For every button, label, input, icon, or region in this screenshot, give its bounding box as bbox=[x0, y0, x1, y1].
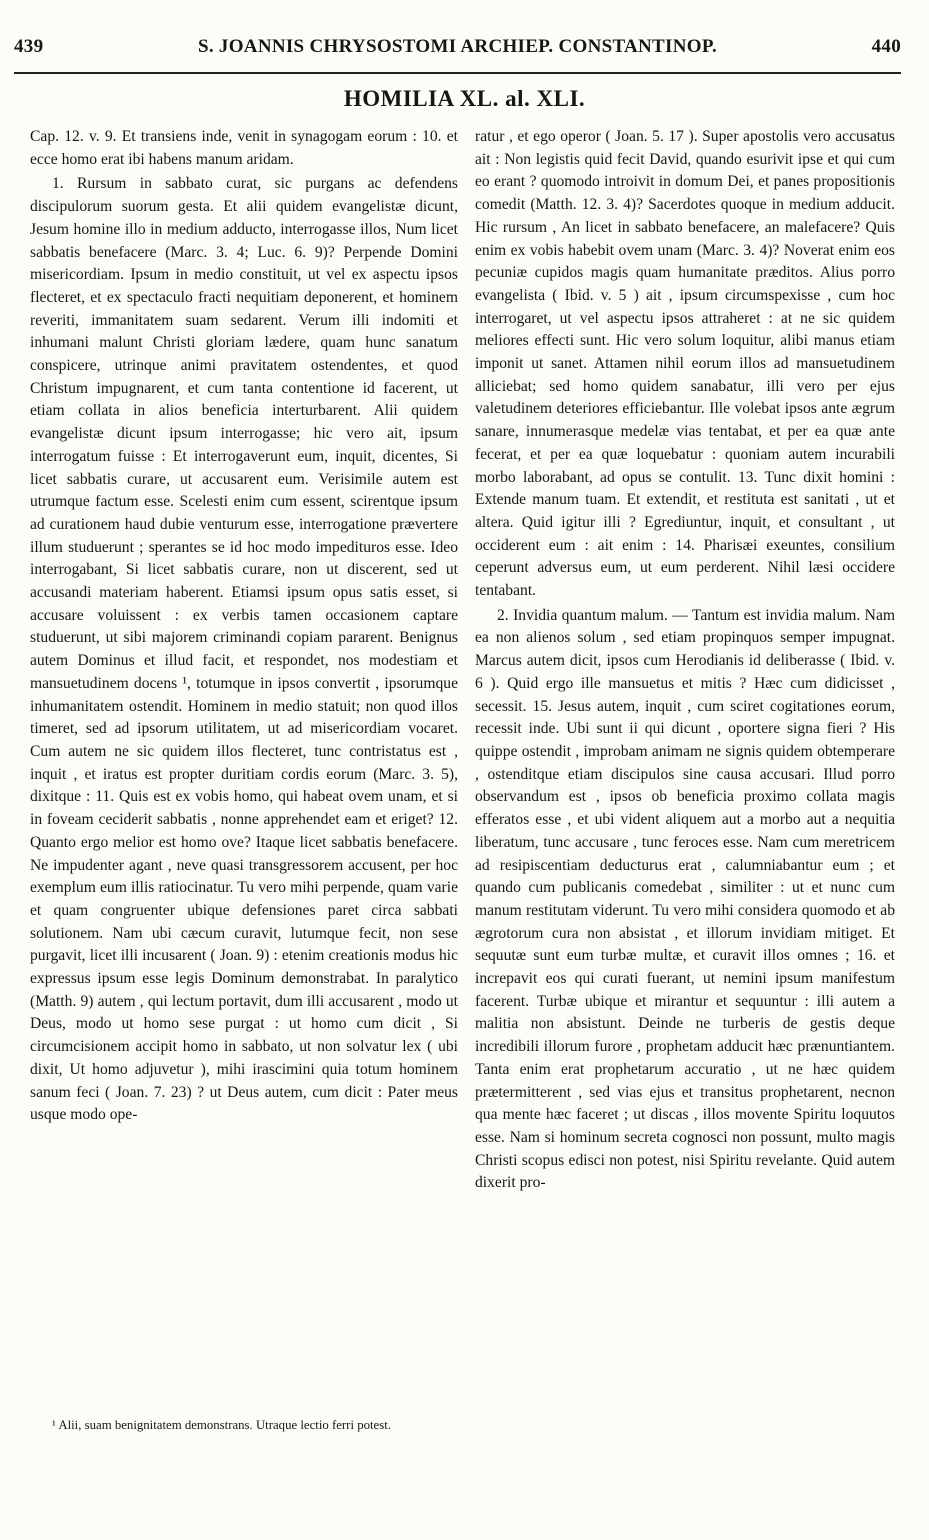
page-number-left: 439 bbox=[14, 36, 44, 57]
header-rule bbox=[14, 72, 901, 74]
paragraph-continuation: ratur , et ego operor ( Joan. 5. 17 ). Super apostolis vero accusatus ait : Non legistis quid fecit David, quando esurivit ipse et qui cum eo erant ? quomodo introivit in domum Dei, et panes propositionis comedit (Matth. 12. 3. 4)? Sacerdotes quoque in medium adducit. Hic rursum , An licet in sabbato benefacere, an malefacere? Quis enim ex vobis habebit ovem unam (Marc. 3. 4)? Noverat enim eos pecuniæ cupidos magis quam humanitate præditos. Alius porro evangelista ( Ibid. v. 5 ) ait , ipsum circumspexisse , cum hoc interrogaret, ut vel aspectu ipsos attraheret : at ne sic quidem meliores effecti sunt. Hic vero solum loquitur, alibi manus etiam imponit ut sanet. Attamen nihil eorum illos ad mansuetudinem alliciebat; sed homo quidem sanabatur, illi vero per ejus valetudinem deteriores efficiebantur. Ille volebat ipsos ante ægrum sanare, innumerasque medelæ vias tentabat, et per ea quæ ante fecerat, et per ea quæ loquebatur : quoniam autem incurabili morbo laborabant, ad opus se contulit. 13. Tunc dixit homini : Extende manum tuam. Et extendit, et restituta est sanitati , ut et altera. Quid igitur illi ? Egrediuntur, inquit, et consultant , ut occiderent eum : ait enim : 14. Pharisæi exeuntes, consilium ceperunt adversus eum, ut eum perderent. Nihil læsi occidere tentabant. bbox=[475, 128, 895, 600]
paragraph-2: 2. Invidia quantum malum. — Tantum est invidia malum. Nam ea non alienos solum , sed etiam propinquos semper impugnat. Marcus autem dicit, ipsos cum Herodianis id deliberasse ( Ibid. v. 6 ). Quid ergo ille mansuetus et mitis ? Hæc cum didicisset , secessit. 15. Jesus autem, inquit , cum sciret cogitationes eorum, recessit inde. Ubi sunt ii qui dicunt , oportere signa fieri ? His quippe ostendit , improbam animam ne signis quidem obtemperare , ostenditque etiam discipulos sine causa accusari. Illud porro observandum est , ipsos ob beneficia proximo collata magis efferatos esse , et ubi vident aliquem aut a morbo aut a nequitia liberatum, tunc accusare , tunc feroces esse. Nam cum meretricem ad resipiscentiam deducturus erat , calumniabantur eum ; et quando cum publicanis comedebat , similiter : ut et nunc cum manum restitutam viderunt. Tu vero mihi considera quomodo et ab ægrotorum cura non absistat , et illorum invidiam mitiget. Et sequutæ sunt eum turbæ multæ, et curavit illos omnes ; 16. et increpavit eos qui curati fuerant, ut nemini ipsum manifestum facerent. Turbæ ubique et mirantur et sequuntur : illi autem a malitia non absistunt. Deinde ne turberis de gestis deque incredibili illorum furore , prophetam adducit hæc prænuntiantem. Tanta enim erat prophetarum accuratio , ut ne hæc quidem prætermitterent , sed vias ejus et transitus prophetarent, necnon qua mente hæc faceret ; ut discas , illos movente Spiritu loquutos esse. Nam si hominum secreta cognosci non possunt, multo magis Christi scopus edisci non potest, nisi Spiritu revelante. Quid autem dixerit pro- bbox=[475, 606, 895, 1192]
running-title: S. JOANNIS CHRYSOSTOMI ARCHIEP. CONSTANTINOP. bbox=[197, 36, 718, 57]
running-head bbox=[14, 36, 901, 62]
paragraph-1: 1. Rursum in sabbato curat, sic purgans ac defendens discipulorum suorum gesta. Et alii quidem evangelistæ dicunt, Jesum homine illo in medium adducto, interrogasse illos, Num licet sabbatis benefacere (Marc. 3. 4; Luc. 6. 9)? Perpende Domini misericordiam. Ipsum in medio constituit, ut vel ex aspectu ipsos flecteret, et ex spectaculo fracti nequitiam deponerent, et hominem reveriti, immanitatem suam sedarent. Verum illi indomiti et inhumani malunt Christi gloriam lædere, quam hunc sanatum conspicere, utrinque animi pravitatem ostendentes, et quod Christum impugnarent, et cum tanta contentione id facerent, ut etiam collata in alios beneficia interturbarent. Alii quidem evangelistæ dicunt ipsum interrogasse; hic vero ait, ipsum interrogatum fuisse : Et interrogaverunt eum, inquit, dicentes, Si licet sabbatis curare, ut accusarent eum. Verisimile autem est utrumque factum esse. Scelesti enim cum essent, scirentque ipsum ad curationem haud dubie venturum esse, interrogatione prævertere illum studuerunt ; sperantes se id hoc modo impedituros esse. Ideo interrogabant, Si licet sabbatis curare, non ut discerent, sed ut accusandi materiam haberent. Etiamsi ipsum opus satis esset, si accusare voluissent : ex verbis tamen occasionem captare studuerunt, ut sibi majorem criminandi copiam pararent. Benignus autem Dominus et illud facit, et respondet, nos modestiam et mansuetudinem docens ¹, totumque in ipsos convertit , ipsorumque inhumanitatem ostendit. Hominem in medio statuit; non quod illos timeret, sed ad ipsorum utilitatem, ut ad misericordiam vocaret. Cum autem ne sic quidem illos flecteret, tunc contristatus est , inquit , et iratus est propter duritiam cordis eorum (Marc. 3. 5), dixitque : 11. Quis est ex vobis homo, qui habeat ovem unam, et si in foveam ceciderit sabbatis , nonne apprehendet eam et eriget? 12. Quanto ergo melior est homo ove? Itaque licet sabbatis benefacere. Ne impudenter agant , neve quasi transgressorem accusent, per hoc exemplum eum illis ratiocinatur. Tu vero mihi perpende, quam varie et quam congruenter ubique defensiones paret circa sabbati solutionem. Nam ubi cæcum curavit, lutumque fecit, non sese purgavit, licet illi incusarent ( Joan. 9) : etenim creationis modus hic expressus ipsum esse legis Dominum demonstrabat. In paralytico (Matth. 9) autem , qui lectum portavit, dum illi accusarent , modo ut Deus, modo ut homo sese purgat : ut homo cum dicit , Si circumcisionem accipit homo in sabbato, ut non solvatur lex ( ubi dixit, Ut homo adjuvetur ), mihi irascimini quia totum hominem sanum feci ( Joan. 7. 23) ? ut Deus autem, cum dicit : Pater meus usque modo ope- bbox=[30, 175, 458, 1124]
page-number-right: 440 bbox=[871, 36, 901, 57]
footnote-text: ¹ Alii, suam benignitatem demonstrans. Utraque lectio ferri potest. bbox=[52, 1418, 391, 1432]
footnote bbox=[30, 1417, 458, 1434]
right-column bbox=[475, 126, 895, 1195]
chapter-verse-heading: Cap. 12. v. 9. Et transiens inde, venit in synagogam eorum : 10. et ecce homo erat ibi habens manum aridam. bbox=[30, 128, 458, 168]
left-column bbox=[30, 126, 458, 1127]
homily-title: HOMILIA XL. al. XLI. bbox=[343, 86, 586, 111]
